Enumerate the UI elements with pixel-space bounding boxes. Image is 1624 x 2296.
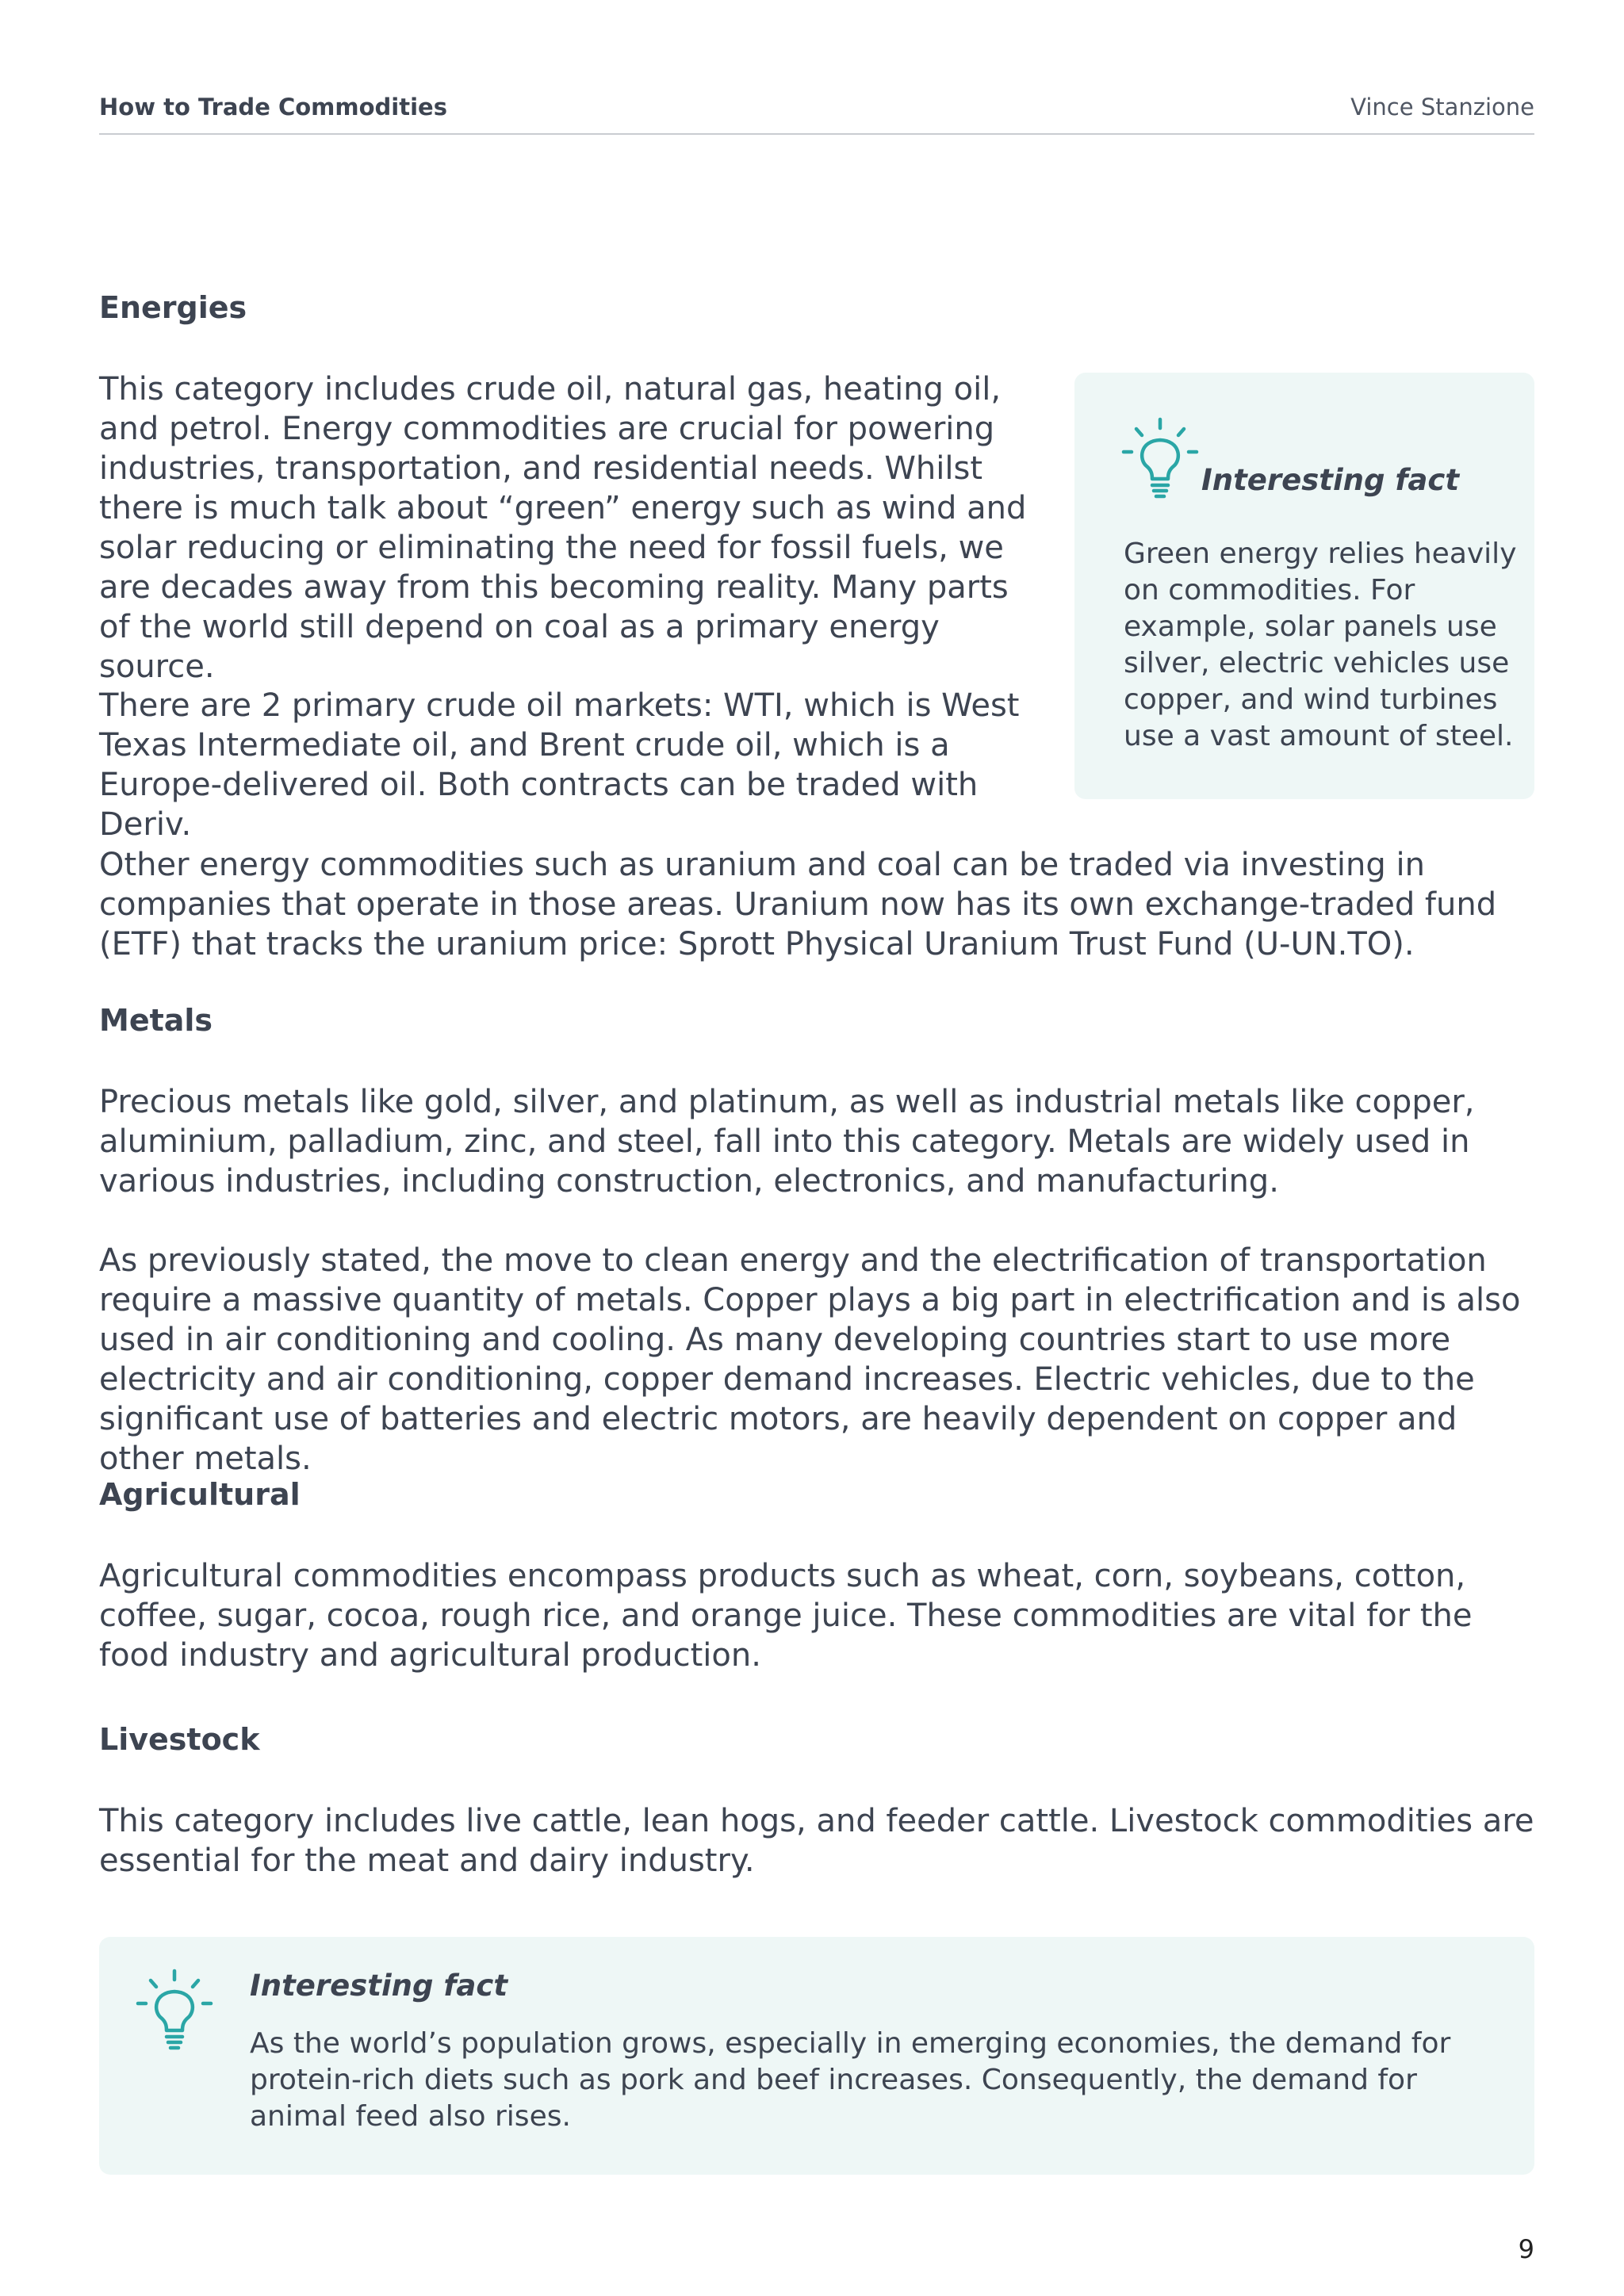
energies-paragraph-2: There are 2 primary crude oil markets: WTI, which is West Texas Intermediate oil, and Brent crude oil, which is a Europe-delivered oil. Both contracts can be traded with Deriv.	[99, 687, 1020, 843]
fact-title: Interesting fact	[1201, 463, 1460, 497]
agricultural-paragraph-1: Agricultural commodities encompass products such as wheat, corn, soybeans, cotton, coffee, sugar, cocoa, rough rice, and orange juice. These commodities are vital for the food industry and agricultural production.	[99, 1558, 1473, 1674]
fact-title: Interesting fact	[250, 1969, 508, 2003]
heading-agricultural: Agricultural	[99, 1477, 301, 1512]
heading-energies: Energies	[99, 290, 247, 325]
heading-livestock: Livestock	[99, 1722, 260, 1757]
livestock-paragraph-1: This category includes live cattle, lean hogs, and feeder cattle. Livestock commodities are essential for the meat and dairy industry.	[99, 1803, 1534, 1879]
lightbulb-icon	[135, 1969, 214, 2056]
page-header	[99, 94, 1534, 135]
energies-paragraph-1: This category includes crude oil, natural gas, heating oil, and petrol. Energy commodities are crucial for powering industries, transportation, and residential needs. Whilst there is much talk about “green” energy such as wind and solar reducing or eliminating the need for fossil fuels, we are decades away from this becoming reality. Many parts of the world still depend on coal as a primary energy source.	[99, 371, 1027, 685]
metals-paragraph-1: Precious metals like gold, silver, and platinum, as well as industrial metals like copper, aluminium, palladium, zinc, and steel, fall into this category. Metals are widely used in various industries, including construction, electronics, and manufacturing.	[99, 1084, 1475, 1200]
interesting-fact-box-bottom	[99, 1937, 1534, 2175]
heading-metals: Metals	[99, 1003, 213, 1038]
page-number: 9	[1518, 2234, 1534, 2264]
lightbulb-icon	[1120, 417, 1200, 504]
author-name: Vince Stanzione	[1350, 94, 1534, 121]
interesting-fact-box-side	[1074, 373, 1534, 799]
document-title: How to Trade Commodities	[99, 94, 447, 121]
fact-text: Green energy relies heavily on commodities. For example, solar panels use silver, electric vehicles use copper, and wind turbines use a vast amount of steel.	[1124, 538, 1517, 752]
metals-paragraph-2: As previously stated, the move to clean energy and the electrification of transportation require a massive quantity of metals. Copper plays a big part in electrification and is also used in air conditioning and cooling. As many developing countries start to use more electricity and air conditioning, copper demand increases. Electric vehicles, due to the significant use of batteries and electric motors, are heavily dependent on copper and other metals.	[99, 1242, 1521, 1477]
energies-paragraph-3: Other energy commodities such as uranium and coal can be traded via investing in companies that operate in those areas. Uranium now has its own exchange-traded fund (ETF) that tracks the uranium price: Sprott Physical Uranium Trust Fund (U-UN.TO).	[99, 847, 1497, 962]
fact-text: As the world’s population grows, especially in emerging economies, the demand for protein-rich diets such as pork and beef increases. Consequently, the demand for animal feed also rises.	[250, 2027, 1451, 2133]
